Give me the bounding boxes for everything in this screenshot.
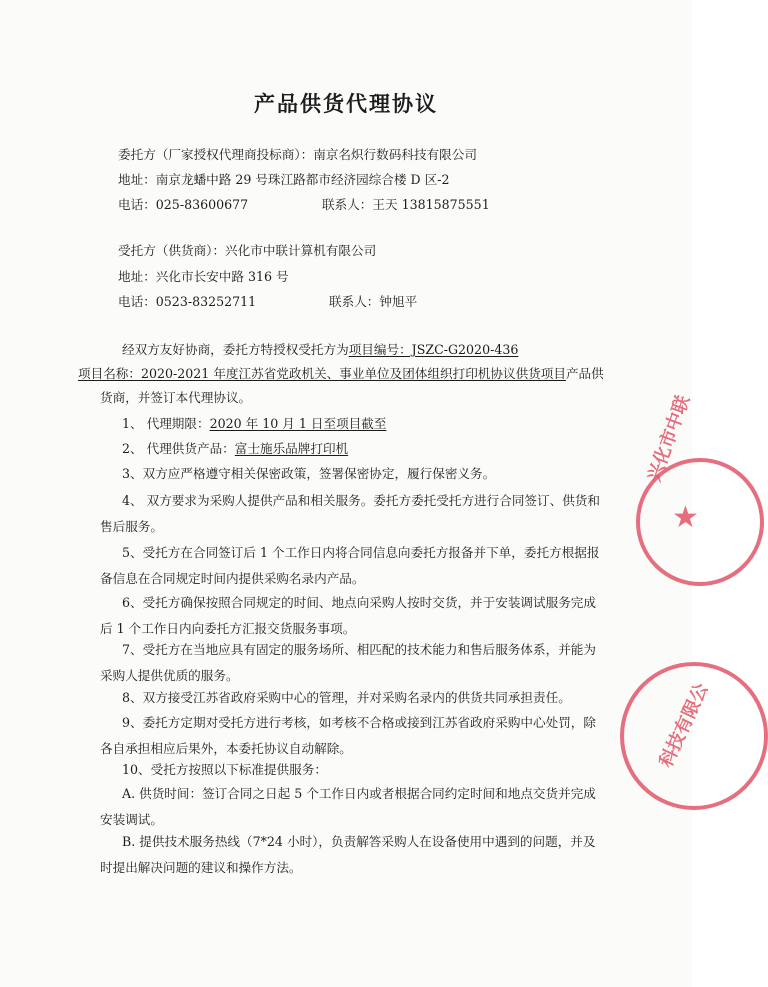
agent-phone: 电话：0523-83252711 xyxy=(118,294,257,309)
clause-7: 7、受托方在当地应具有固定的服务场所、相匹配的技术能力和售后服务体系，并能为采购人提供优质的服务。 xyxy=(100,642,596,683)
clause-2 xyxy=(100,437,605,461)
intro-pre: 经双方友好协商，委托方特授权受托方为 xyxy=(122,342,349,357)
project-number: 项目编号：JSZC-G2020-436 xyxy=(348,342,519,357)
agency-product: 富士施乐品牌打印机 xyxy=(234,441,349,456)
clause-5: 5、受托方在合同签订后 1 个工作日内将合同信息向委托方报备并下单，委托方根据报备信息在合同规定时间内提供采购名录内产品。 xyxy=(100,545,600,586)
clause-6: 6、受托方确保按照合同规定的时间、地点向采购人按时交货，并于安装调试服务完成后 1 个工作日内向委托方汇报交货服务事项。 xyxy=(100,595,596,636)
project-name-label: 项目名称： xyxy=(78,366,141,381)
clause-8: 8、双方接受江苏省政府采购中心的管理，并对采购名录内的供货共同承担责任。 xyxy=(122,690,571,705)
agency-term: 2020 年 10 月 1 日至项目截至 xyxy=(209,416,387,431)
agent-address: 地址：兴化市长安中路 316 号 xyxy=(118,269,289,284)
document-title: 产品供货代理协议 xyxy=(254,91,438,116)
principal-address: 地址：南京龙蟠中路 29 号珠江路都市经济园综合楼 D 区-2 xyxy=(118,172,450,187)
clause-1-label: 1、 代理期限： xyxy=(122,416,210,431)
clause-a: A. 供货时间：签订合同之日起 5 个工作日内或者根据合同约定时间和地点交货并完成安装调试。 xyxy=(100,786,596,827)
clause-10: 10、受托方按照以下标准提供服务： xyxy=(122,762,327,777)
clause-3: 3、双方应严格遵守相关保密政策，签署保密协定，履行保密义务。 xyxy=(122,466,496,481)
principal-contact: 联系人：王天 13815875551 xyxy=(322,197,490,212)
intro-paragraph xyxy=(78,338,605,410)
intro-post: 产品供货商，并签订本代理协议。 xyxy=(100,366,604,405)
seal-bottom-text: 科技有限公 xyxy=(655,680,713,771)
agent-contact: 联系人：钟旭平 xyxy=(329,294,418,309)
principal-phone: 电话：025-83600677 xyxy=(118,197,249,212)
agent-name-line: 受托方（供货商）：兴化市中联计算机有限公司 xyxy=(118,243,377,258)
seal-top-text: 兴化市中联 xyxy=(643,392,695,485)
clause-2-label: 2、 代理供货产品： xyxy=(122,441,235,456)
clause-4: 4、 双方要求为采购人提供产品和相关服务。委托方委托受托方进行合同签订、供货和售后服务。 xyxy=(100,493,600,534)
project-name: 2020-2021 年度江苏省党政机关、事业单位及团体组织打印机协议供货项目 xyxy=(140,366,566,381)
clause-1 xyxy=(100,412,605,436)
seal-star-icon: ★ xyxy=(672,500,699,535)
principal-name-line: 委托方（厂家授权代理商投标商）：南京名炽行数码科技有限公司 xyxy=(118,147,477,162)
clause-9: 9、委托方定期对受托方进行考核，如考核不合格或接到江苏省政府采购中心处罚，除各自承担相应后果外，本委托协议自动解除。 xyxy=(100,715,596,756)
clause-b: B. 提供技术服务热线（7*24 小时），负责解答采购人在设备使用中遇到的问题，并及时提出解决问题的建议和操作方法。 xyxy=(100,834,596,875)
